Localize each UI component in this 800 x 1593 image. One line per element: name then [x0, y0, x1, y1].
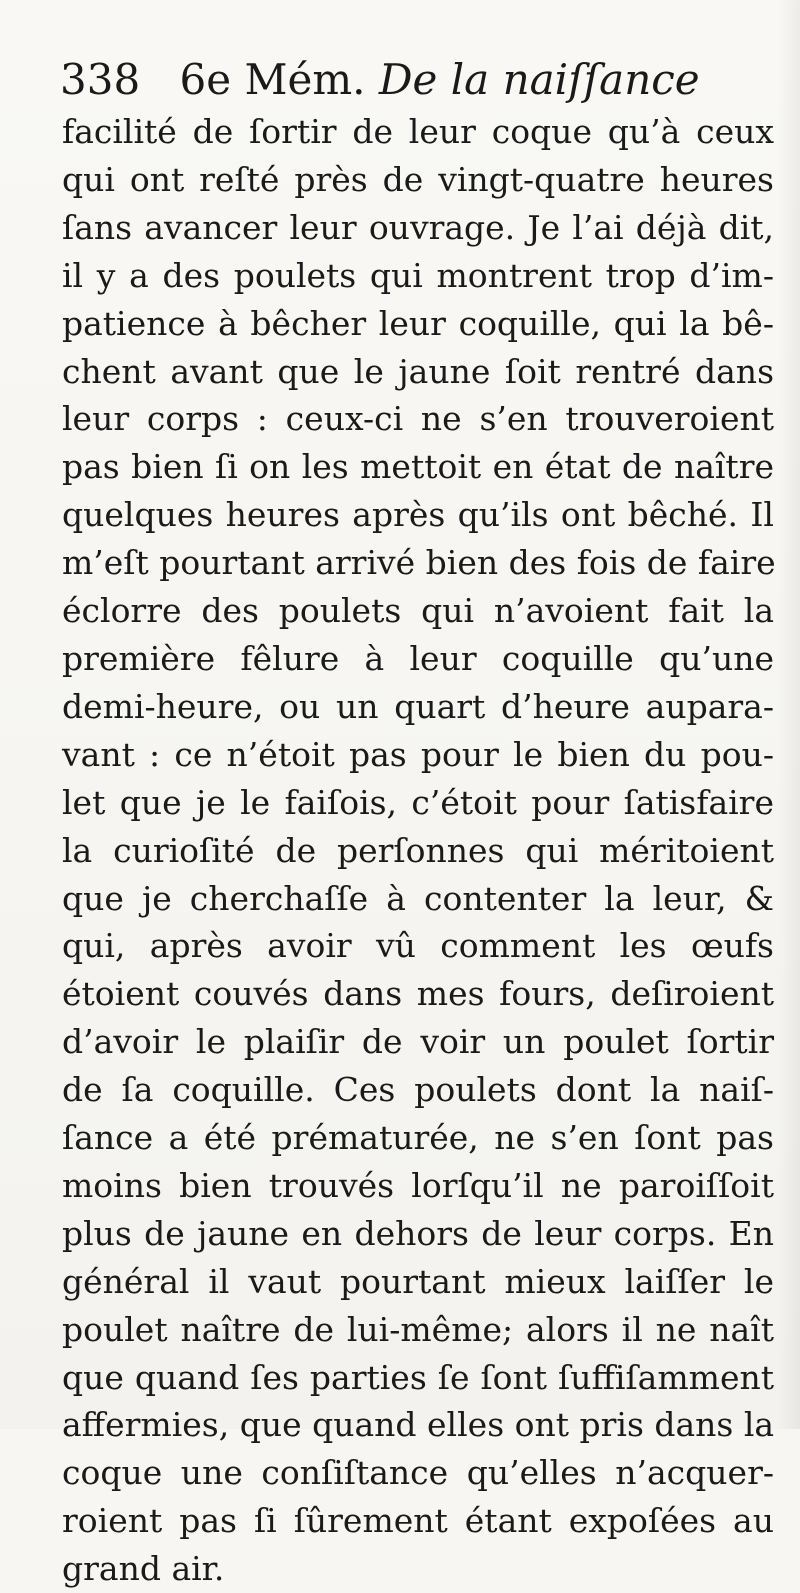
text-line: de ſa coquille. Ces poulets dont la naiſ- — [62, 1070, 774, 1110]
text-line: let que je le faiſois, c’étoit pour ſatisfaire — [62, 782, 774, 822]
text-line: pas bien ſi on les mettoit en état de naître — [62, 447, 774, 487]
page-number: 338 — [60, 55, 141, 104]
text-line: affermies, que quand elles ont pris dans la — [62, 1405, 775, 1445]
text-line: qui ont reſté près de vingt-quatre heures — [62, 159, 774, 199]
text-line: plus de jaune en dehors de leur corps. En — [62, 1213, 774, 1253]
text-line: patience à bêcher leur coquille, qui la bê- — [62, 303, 774, 343]
text-line: facilité de ſortir de leur coque qu’à ceux — [62, 112, 774, 151]
text-line: général il vaut pourtant mieux laiſſer le — [62, 1261, 774, 1301]
text-line: chent avant que le jaune ſoit rentré dans — [62, 351, 774, 391]
text-line: première fêlure à leur coquille qu’une — [62, 638, 774, 678]
text-line: la curioſité de perſonnes qui méritoient — [62, 830, 774, 870]
text-line: ſance a été prématurée, ne s’en ſont pas — [62, 1118, 774, 1158]
text-line: roient pas ſi ſûrement étant expoſées au — [62, 1501, 774, 1541]
text-line: qui, après avoir vû comment les œufs — [62, 926, 774, 966]
text-line: ſans avancer leur ouvrage. Je l’ai déjà dit, — [62, 207, 774, 247]
text-line: poulet naître de lui-même; alors il ne naît — [62, 1309, 774, 1349]
text-line: vant : ce n’étoit pas pour le bien du pou- — [62, 734, 774, 774]
page-edge-shadow — [778, 0, 800, 1429]
body-text — [62, 108, 774, 1593]
text-line: d’avoir le plaiſir de voir un poulet ſortir — [62, 1022, 774, 1062]
running-head-title: 6e Mém. — [179, 55, 366, 104]
text-line: étoient couvés dans mes fours, deſiroient — [62, 974, 774, 1014]
text-line: il y a des poulets qui montrent trop d’im- — [62, 255, 774, 295]
text-line: leur corps : ceux-ci ne s’en trouveroient — [62, 399, 774, 439]
text-line: demi-heure, ou un quart d’heure aupara- — [62, 686, 774, 726]
text-line: que je cherchaſſe à contenter la leur, & — [62, 878, 774, 918]
text-line: éclorre des poulets qui n’avoient fait la — [62, 591, 774, 631]
text-line: coque une conſiſtance qu’elles n’acquer- — [62, 1453, 774, 1493]
text-line: moins bien trouvés lorſqu’il ne paroiſſoit — [62, 1165, 774, 1205]
text-line: quelques heures après qu’ils ont bêché. Il — [62, 495, 774, 535]
text-line: que quand ſes parties ſe ſont ſuffiſamment — [62, 1357, 774, 1397]
running-head-title-italic: De la naiſſance — [378, 55, 700, 104]
text-line: m’eſt pourtant arrivé bien des fois de faire — [62, 543, 776, 583]
text-line-last: grand air. — [62, 1549, 225, 1589]
running-header — [60, 52, 700, 108]
